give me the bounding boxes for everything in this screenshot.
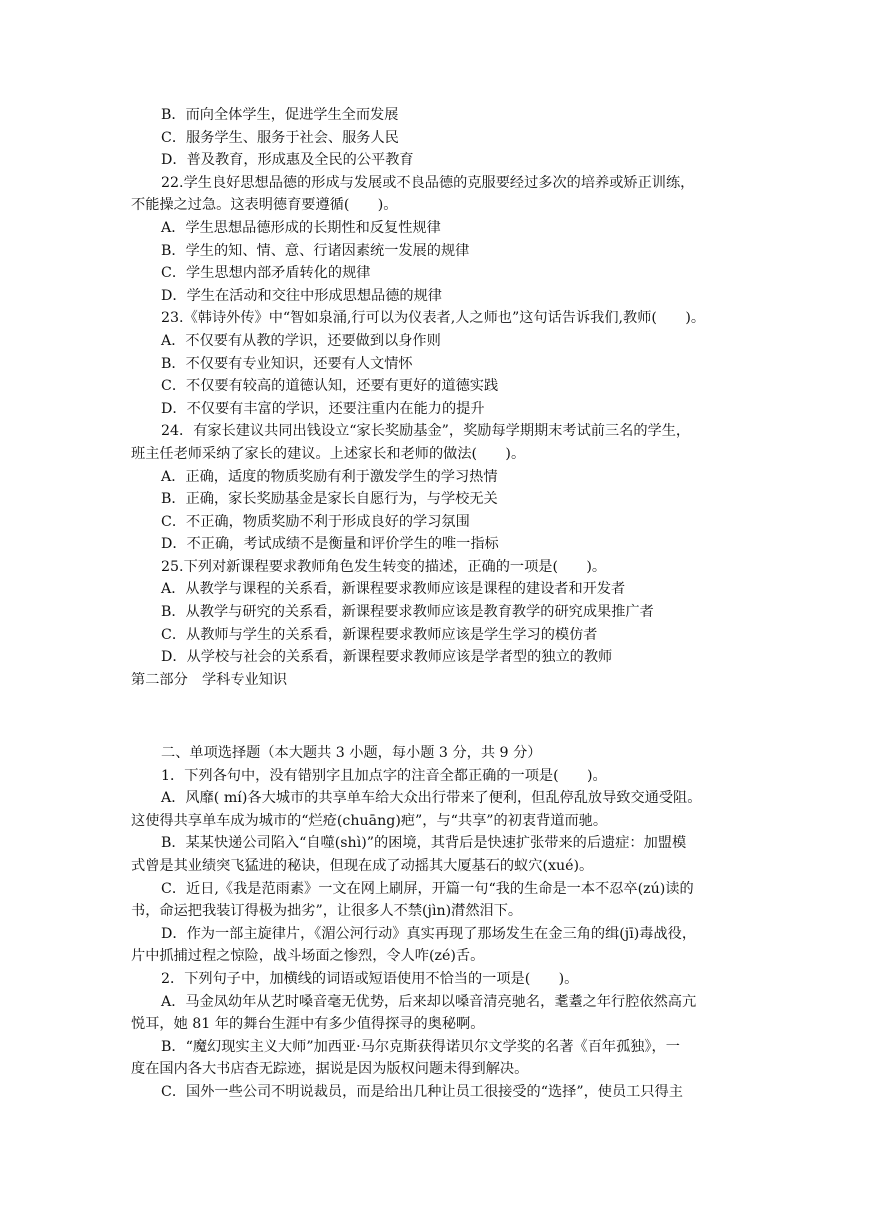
q22-stem-line2: 不能操之过急。这表明德育要遵循( )。 (131, 197, 398, 214)
s2-q1-option-b-line2: 式曾是其业绩突飞猛进的秘诀，但现在成了动摇其大厦基石的蚁穴(xué)。 (131, 857, 594, 874)
q21-option-b: B．而向全体学生，促进学生全而发展 (161, 107, 399, 123)
s2-q2-option-b-line1: B．“魔幻现实主义大师”加西亚·马尔克斯获得诺贝尔文学奖的名著《百年孤独》，一 (161, 1038, 680, 1055)
q22-stem-line1: 22.学生良好思想品德的形成与发展或不良品德的克服要经过多次的培养或矫正训练， (161, 174, 695, 191)
q25-option-a: A．从教学与课程的关系看，新课程要求教师应该是课程的建设者和开发者 (161, 581, 626, 598)
q24-stem-line2: 班主任老师采纳了家长的建议。上述家长和老师的做法( )。 (131, 445, 526, 462)
s2-q2-option-c-line1: C．国外一些公司不明说裁员，而是给出几种让员工很接受的“选择”，使员工只得主 (161, 1083, 683, 1100)
q24-option-c: C．不正确，物质奖励不利于形成良好的学习氛围 (161, 513, 470, 530)
q23-option-a: A．不仅要有从教的学识，还要做到以身作则 (161, 332, 441, 349)
q22-option-d: D．学生在活动和交往中形成思想品德的规律 (161, 287, 442, 304)
q23-option-d: D．不仅要有丰富的学识，还要注重内在能力的提升 (161, 400, 485, 417)
s2-q2-option-b-line2: 度在国内各大书店杳无踪迹，据说是因为版权问题未得到解决。 (131, 1061, 529, 1078)
s2-q1-option-c-line2: 书，命运把我装订得极为拙劣”，让很多人不禁(jìn)潸然泪下。 (131, 903, 523, 920)
q21-option-c: C．服务学生、服务于社会、服务人民 (161, 129, 399, 146)
q24-option-d: D．不正确，考试成绩不是衡量和评价学生的唯一指标 (161, 536, 499, 553)
q24-stem-line1: 24．有家长建议共同出钱设立“家长奖励基金”，奖励每学期期末考试前三名的学生， (161, 423, 691, 440)
q25-option-d: D．从学校与社会的关系看，新课程要求教师应该是学者型的独立的教师 (161, 649, 613, 666)
q22-option-b: B．学生的知、情、意、行诸因素统一发展的规律 (161, 242, 470, 259)
q25-option-b: B．从教学与研究的关系看，新课程要求教师应该是教育教学的研究成果推广者 (161, 604, 654, 621)
s2-q1-option-a-line2: 这使得共享单车成为城市的“烂疮(chuāng)疤”，与“共享”的初衷背道而驰。 (131, 812, 608, 829)
s2-q1-option-a-line1: A．风靡( mí)各大城市的共享单车给大众出行带来了便利，但乱停乱放导致交通受阻。 (161, 790, 702, 807)
q25-stem: 25.下列对新课程要求教师角色发生转变的描述，正确的一项是( )。 (161, 558, 607, 575)
q25-option-c: C．从教师与学生的关系看，新课程要求教师应该是学生学习的模仿者 (161, 626, 598, 643)
q21-option-d: D．普及教育，形成惠及全民的公平教育 (161, 152, 414, 169)
section2-title: 二、单项选择题（本大题共 3 小题，每小题 3 分，共 9 分） (161, 745, 542, 761)
s2-q1-option-d-line2: 片中抓捕过程之惊险，战斗场面之惨烈，令人咋(zé)舌。 (131, 948, 485, 965)
s2-q1-option-b-line1: B．某某快递公司陷入“自噬(shì)”的困境，其背后是快速扩张带来的后遗症：加盟模 (161, 835, 687, 852)
q22-option-a: A．学生思想品德形成的长期性和反复性规律 (161, 219, 441, 236)
q23-option-c: C．不仅要有较高的道德认知，还要有更好的道德实践 (161, 378, 499, 395)
q23-option-b: B．不仅要有专业知识，还要有人文情怀 (161, 355, 413, 372)
s2-q1-option-d-line1: D．作为一部主旋律片，《湄公河行动》真实再现了那场发生在金三角的缉(jī)毒战役， (161, 925, 697, 942)
q24-option-a: A．正确，适度的物质奖励有利于激发学生的学习热情 (161, 468, 498, 485)
s2-q2-option-a-line1: A．马金凤幼年从艺时嗓音毫无优势，后来却以嗓音清亮驰名，耄耋之年行腔依然高亢 (161, 993, 697, 1010)
part2-title: 第二部分 学科专业知识 (131, 671, 288, 688)
part2-questions (131, 742, 741, 1104)
s2-q2-stem: 2．下列句子中，加横线的词语或短语使用不恰当的一项是( )。 (161, 970, 579, 987)
q22-option-c: C．学生思想内部矛盾转化的规律 (161, 265, 371, 282)
q23-stem: 23.《韩诗外传》中“智如泉涌,行可以为仪表者,人之师也”这句话告诉我们,教师( )。 (161, 310, 706, 327)
s2-q2-option-a-line2: 悦耳，她 81 年的舞台生涯中有多少值得探寻的奥秘啊。 (131, 1016, 485, 1033)
s2-q1-stem: 1．下列各句中，没有错别字且加点字的注音全都正确的一项是( )。 (161, 767, 607, 784)
s2-q1-option-c-line1: C．近日,《我是范雨素》一文在网上刷屏，开篇一句“我的生命是一本不忍卒(zú)读的 (161, 880, 694, 897)
part1-questions (131, 104, 741, 691)
q24-option-b: B．正确，家长奖励基金是家长自愿行为，与学校无关 (161, 491, 498, 508)
